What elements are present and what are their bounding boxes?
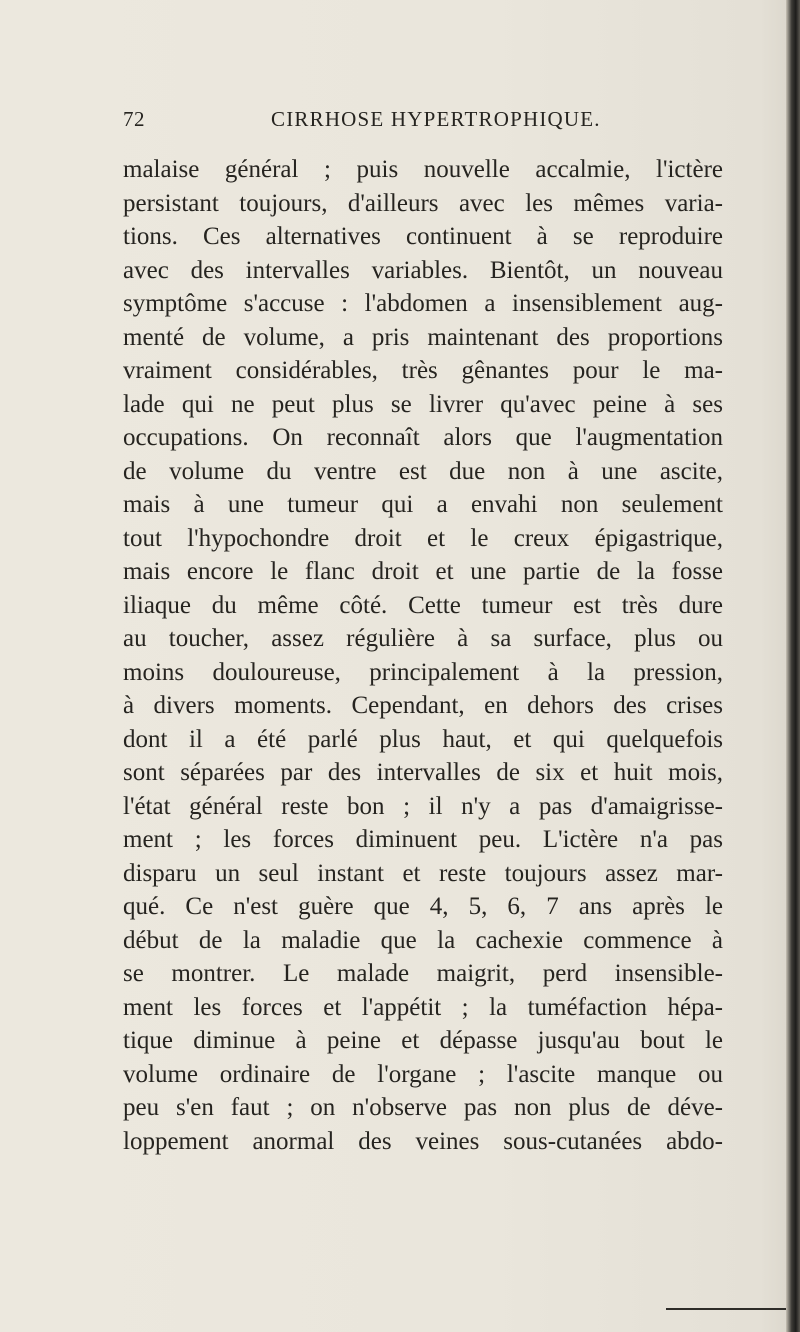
body-text [123,153,723,1158]
text-line: menté de volume, a pris maintenant des proportions [123,323,723,351]
text-line: mais à une tumeur qui a envahi non seulement [123,491,723,518]
text-line: sont séparées par des intervalles de six et huit mois, [123,759,723,786]
text-line: tout l'hypochondre droit et le creux épigastrique, [123,524,723,552]
text-line: à divers moments. Cependant, en dehors des crises [123,692,723,719]
running-head [123,107,643,137]
text-line: de volume du ventre est due non à une ascite, [123,457,723,485]
page-number: 72 [123,107,145,131]
text-line: volume ordinaire de l'organe ; l'ascite manque ou [123,1060,723,1088]
text-line: malaise général ; puis nouvelle accalmie, l'ictère [123,156,723,183]
running-title: CIRRHOSE HYPERTROPHIQUE. [271,107,601,131]
text-line: avec des intervalles variables. Bientôt, un nouveau [123,256,723,284]
text-line: vraiment considérables, très gênantes pour le ma- [123,357,723,384]
book-binding-edge [786,0,800,1332]
text-line: qué. Ce n'est guère que 4, 5, 6, 7 ans après le [123,893,723,920]
text-line: au toucher, assez régulière à sa surface, plus ou [123,625,723,652]
text-line: se montrer. Le malade maigrit, perd insensible- [123,960,723,987]
text-line: dont il a été parlé plus haut, et qui quelquefois [123,725,723,753]
text-line: peu s'en faut ; on n'observe pas non plus de déve- [123,1094,723,1121]
text-line: mais encore le flanc droit et une partie de la fosse [123,558,723,585]
text-line: lade qui ne peut plus se livrer qu'avec peine à ses [123,390,723,418]
text-line: tique diminue à peine et dépasse jusqu'au bout le [123,1027,723,1054]
text-line: occupations. On reconnaît alors que l'augmentation [123,424,723,451]
text-line: iliaque du même côté. Cette tumeur est très dure [123,591,723,619]
text-line: moins douloureuse, principalement à la pression, [123,658,723,686]
scan-artifact-line [666,1308,786,1310]
text-line: ment ; les forces diminuent peu. L'ictère n'a pas [123,826,723,853]
text-line: disparu un seul instant et reste toujours assez mar- [123,859,723,887]
text-line: symptôme s'accuse : l'abdomen a insensiblement aug- [123,290,723,317]
text-line: l'état général reste bon ; il n'y a pas d'amaigrisse- [123,792,723,820]
text-line: tions. Ces alternatives continuent à se reproduire [123,223,723,250]
text-line: début de la maladie que la cachexie commence à [123,926,723,954]
text-line: loppement anormal des veines sous-cutanées abdo- [123,1127,723,1155]
text-line: persistant toujours, d'ailleurs avec les mêmes varia- [123,189,723,217]
text-line: ment les forces et l'appétit ; la tuméfaction hépa- [123,993,723,1021]
